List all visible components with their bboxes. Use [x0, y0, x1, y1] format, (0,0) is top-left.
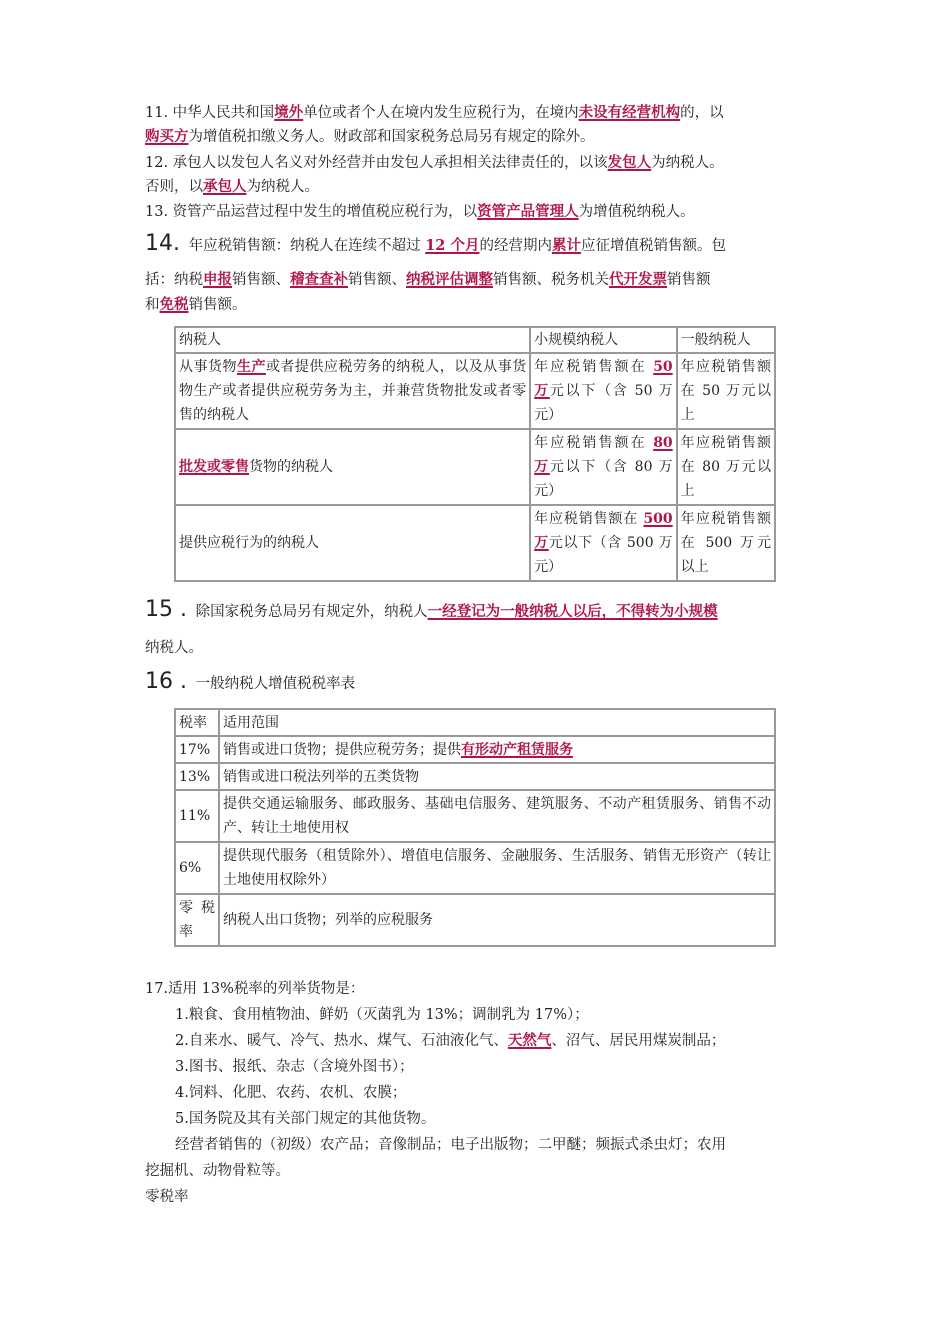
list-item: 5.国务院及其有关部门规定的其他货物。	[175, 1111, 436, 1127]
highlight-ziguan: 资管产品管理人	[477, 203, 579, 220]
text: 2.自来水、暖气、冷气、热水、煤气、石油液化气、	[175, 1033, 508, 1049]
highlight-mianshui: 免税	[159, 296, 189, 313]
table-cell	[530, 505, 676, 581]
paragraph-15	[145, 596, 815, 662]
highlight-jingwai: 境外	[274, 104, 304, 121]
paragraph-14	[145, 230, 815, 316]
list-item: 4.饲料、化肥、农药、农机、农膜；	[175, 1085, 407, 1101]
table-cell	[175, 429, 530, 505]
table-cell: 年应税销售额在 500 万元以上	[677, 505, 775, 581]
table-row	[175, 353, 775, 429]
text: 否则，以	[145, 179, 203, 195]
text: 应征增值税销售额。包	[580, 238, 726, 254]
text: 销售额、	[348, 272, 406, 288]
text: 销售额	[667, 272, 711, 288]
table-row	[175, 505, 775, 581]
text: 年应税销售额：纳税人在连续不超过	[188, 238, 421, 254]
table-row	[175, 842, 775, 894]
paragraph-14-line3	[145, 294, 815, 316]
highlight-pinggu: 纳税评估调整	[406, 271, 493, 288]
highlight-yijing-dengji: 一经登记为一般纳税人以后，不得转为小规模	[427, 603, 718, 620]
section-number: 16 .	[145, 669, 187, 694]
rate-cell: 17%	[175, 736, 219, 763]
text: 从事货物	[179, 359, 237, 375]
text: 、沼气、居民用煤炭制品；	[551, 1033, 726, 1049]
highlight-youxing-dongchan: 有形动产租赁服务	[460, 741, 573, 758]
scope-cell: 提供现代服务（租赁除外）、增值电信服务、金融服务、生活服务、销售无形资产（转让土地使用权除外）	[219, 842, 775, 894]
rate-cell: 11%	[175, 790, 219, 842]
text: 和	[145, 297, 160, 313]
text: 11. 中华人民共和国	[145, 105, 275, 121]
text: 的，以	[680, 105, 724, 121]
paragraph-11-line2	[145, 125, 815, 149]
highlight-12-months: 12 个月	[425, 237, 480, 254]
highlight-pifa: 批发或零售	[179, 459, 249, 475]
table-header-row	[175, 327, 775, 353]
text: 或者提供应税劳务的纳税人，以及从事货物生产或者提供应税劳务为主，并兼营货物批发或者零售的纳税人	[179, 359, 527, 423]
paragraph-15-line1	[145, 596, 815, 626]
paragraph-12-line1	[145, 151, 815, 175]
text: 除国家税务总局另有规定外，纳税人	[195, 604, 428, 620]
paragraph-13	[145, 200, 815, 224]
paragraph-11-line1	[145, 101, 815, 125]
highlight-goumaifang: 购买方	[145, 128, 189, 145]
scope-cell	[219, 736, 775, 763]
highlight-chengbaoren: 承包人	[203, 178, 247, 195]
text: 年应税销售额在	[534, 435, 647, 451]
text: 元以下（含 80 万元）	[534, 459, 673, 499]
table-row	[175, 736, 775, 763]
text: 单位或者个人在境内发生应税行为，在境内	[303, 105, 579, 121]
highlight-leiji: 累计	[551, 237, 581, 254]
text: 销售或进口货物；提供应税劳务；提供	[222, 741, 461, 758]
highlight-jicha: 稽查查补	[290, 271, 348, 288]
rate-cell: 零 税率	[175, 894, 219, 946]
paragraph-16	[145, 668, 815, 698]
text: 括：纳税	[145, 272, 203, 288]
text: 一般纳税人增值税税率表	[195, 676, 356, 692]
scope-cell: 纳税人出口货物；列举的应税服务	[219, 894, 775, 946]
highlight-daikai: 代开发票	[609, 271, 667, 288]
table-row	[175, 894, 775, 946]
paragraph-17	[145, 976, 726, 1210]
paragraph-14-line2	[145, 266, 815, 294]
list-item	[145, 1028, 726, 1054]
table-row	[175, 429, 775, 505]
table-row	[175, 790, 775, 842]
table-cell: 年应税销售额在 80 万元以上	[677, 429, 775, 505]
paragraph-12	[145, 151, 815, 199]
rate-cell: 13%	[175, 763, 219, 790]
highlight-tianranqi: 天然气	[507, 1032, 552, 1049]
highlight-80-wan: 80 万	[534, 435, 673, 475]
text: 为纳税人。	[246, 179, 319, 195]
text: 13. 资管产品运营过程中发生的增值税应税行为，以	[145, 204, 478, 220]
text: 为增值税扣缴义务人。财政部和国家税务总局另有规定的除外。	[188, 129, 595, 145]
table-header-row	[175, 709, 775, 736]
table-cell: 提供应税行为的纳税人	[175, 505, 530, 581]
text: 销售额、	[232, 272, 290, 288]
table-header-cell: 适用范围	[219, 709, 775, 736]
text: 元以下（含 50 万元）	[534, 383, 673, 423]
text: 货物的纳税人	[249, 459, 333, 475]
text: 销售额。	[188, 297, 247, 313]
paragraph-14-line1	[145, 230, 815, 260]
highlight-50-wan: 50 万	[534, 359, 673, 399]
table-cell	[175, 353, 530, 429]
list-item: 1.粮食、食用植物油、鲜奶（灭菌乳为 13%；调制乳为 17%）；	[175, 1007, 589, 1023]
table-cell: 年应税销售额在 50 万元以上	[677, 353, 775, 429]
highlight-wei-she: 未设有经营机构	[578, 104, 681, 121]
list-item: 3.图书、报纸、杂志（含境外图书）；	[175, 1059, 414, 1075]
tax-rate-table	[174, 708, 776, 947]
text: 年应税销售额在	[534, 359, 647, 375]
table-row	[175, 763, 775, 790]
taxpayer-table	[174, 326, 776, 582]
paragraph-15-line2: 纳税人。	[145, 640, 203, 656]
note-line: 挖掘机、动物骨粒等。	[145, 1163, 290, 1179]
table-cell	[530, 353, 676, 429]
scope-cell: 提供交通运输服务、邮政服务、基础电信服务、建筑服务、不动产租赁服务、销售不动产、转让土地使用权	[219, 790, 775, 842]
section-number: 15 .	[145, 597, 187, 622]
zero-rate-heading: 零税率	[145, 1189, 189, 1205]
rate-cell: 6%	[175, 842, 219, 894]
highlight-shenbao: 申报	[203, 271, 232, 288]
text: 为纳税人。	[651, 155, 724, 171]
table-header-cell: 税率	[175, 709, 219, 736]
list-title: 17.适用 13%税率的列举货物是：	[145, 981, 365, 997]
text: 销售额、税务机关	[493, 272, 609, 288]
table-header-cell: 纳税人	[175, 327, 530, 353]
text: 的经营期内	[479, 238, 552, 254]
text: 为增值税纳税人。	[578, 204, 695, 220]
paragraph-12-line2	[145, 175, 815, 199]
highlight-fabaoren: 发包人	[607, 154, 652, 171]
note-line: 经营者销售的（初级）农产品；音像制品；电子出版物；二甲醚；频振式杀虫灯；农用	[175, 1137, 726, 1153]
paragraph-11	[145, 101, 815, 149]
highlight-shengchan: 生产	[236, 359, 266, 375]
text: 元以下（含 500 万元）	[534, 535, 673, 575]
table-cell	[530, 429, 676, 505]
text: 12. 承包人以发包人名义对外经营并由发包人承担相关法律责任的，以该	[145, 155, 608, 171]
highlight-500-wan: 500 万	[534, 511, 673, 551]
scope-cell: 销售或进口税法列举的五类货物	[219, 763, 775, 790]
section-number: 14.	[145, 231, 180, 256]
text: 年应税销售额在	[534, 511, 639, 527]
table-header-cell: 小规模纳税人	[530, 327, 676, 353]
table-header-cell: 一般纳税人	[677, 327, 775, 353]
